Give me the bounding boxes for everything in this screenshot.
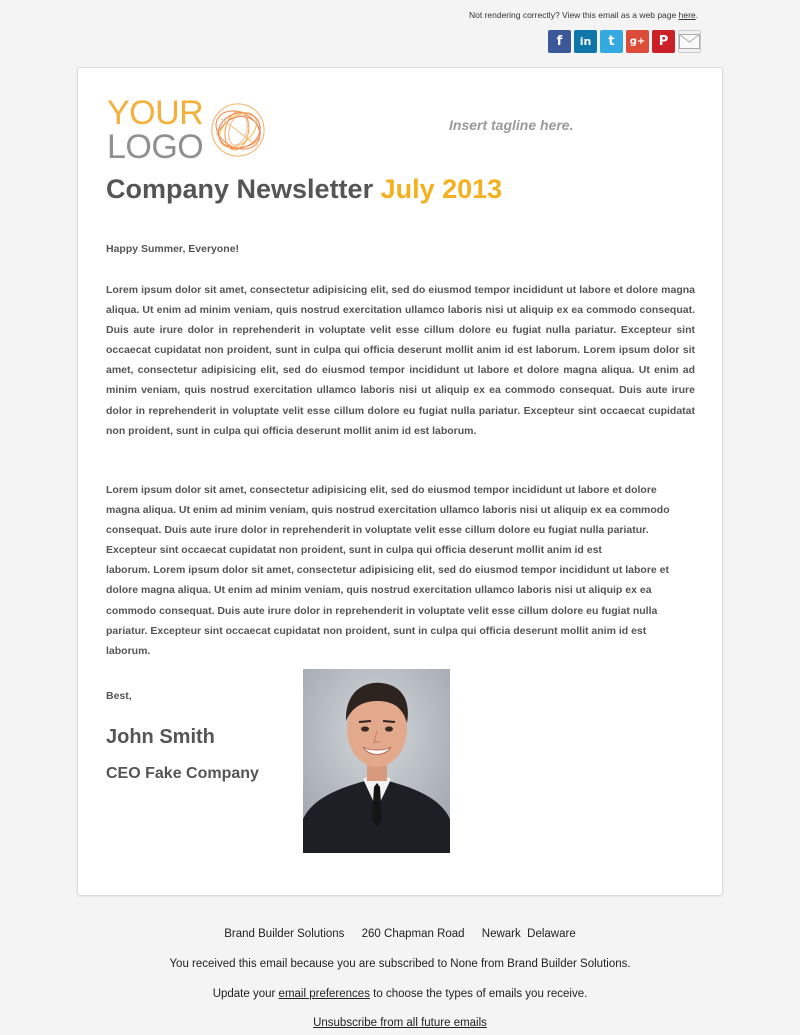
body-paragraph-2 [106, 480, 695, 661]
title-date: July 2013 [380, 174, 503, 204]
footer-address [0, 928, 800, 940]
paragraph-line: Lorem ipsum dolor sit amet, consectetur adipisicing elit, sed do eiusmod tempor incididunt ut labore et dolore [106, 484, 657, 496]
author-photo [303, 669, 450, 853]
logo-wordmark [107, 96, 203, 164]
paragraph-line: commodo consequat. Duis aute irure dolor in reprehenderit in voluptate velit esse cillum dolore eu fugiat nulla [106, 604, 658, 617]
title-main: Company Newsletter [106, 174, 374, 204]
social-links [548, 30, 701, 53]
preheader-text: Not rendering correctly? View this email as a web page [468, 10, 677, 20]
logo [107, 96, 267, 164]
newsletter-card [77, 67, 723, 896]
prefs-prefix: Update your [212, 988, 276, 1000]
envelope-icon [679, 34, 700, 49]
footer-unsubscribe [0, 1017, 800, 1029]
email-icon[interactable] [678, 30, 701, 53]
paragraph-line: consequat. Duis aute irure dolor in reprehenderit in voluptate velit esse cillum dolore eu fugiat nulla pariatur. [106, 524, 649, 537]
footer-company: Brand Builder Solutions [224, 928, 345, 940]
preheader-suffix: . [695, 10, 698, 20]
linkedin-glyph: in [579, 35, 592, 48]
signature-name: John Smith [106, 726, 215, 748]
body-paragraph-1: Lorem ipsum dolor sit amet, consectetur adipisicing elit, sed do eiusmod tempor incididunt ut labore et dolore magna aliqua. Ut enim ad minim veniam, quis nostrud exercitation ullamco laboris nisi ut aliquip ex ea commodo consequat. Duis aute irure dolor in reprehenderit in voluptate velit esse cillum dolore eu fugiat nulla pariatur. Excepteur sint occaecat cupidatat non proident, sunt in culpa qui officia deserunt mollit anim id est laborum. Lorem ipsum dolor sit amet, consectetur adipisicing elit, sed do eiusmod tempor incididunt ut labore et dolore magna aliqua. Ut enim ad minim veniam, quis nostrud exercitation ullamco laboris nisi ut aliquip ex ea commodo consequat. Duis aute irure dolor in reprehenderit in voluptate velit esse cillum dolore eu fugiat nulla pariatur. Excepteur sint occaecat cupidatat non proident, sunt in culpa qui officia deserunt mollit anim id est laborum. [106, 284, 695, 437]
twitter-icon[interactable] [600, 30, 623, 53]
paragraph-line: laborum. [106, 644, 151, 657]
pinterest-icon[interactable] [652, 30, 675, 53]
linkedin-icon[interactable] [574, 30, 597, 53]
email-preferences-link[interactable]: email preferences [278, 988, 370, 1000]
preheader [469, 10, 698, 20]
footer-preferences [0, 988, 800, 1000]
facebook-glyph: f [556, 34, 563, 49]
signature-title: CEO Fake Company [106, 765, 259, 782]
footer-subscription-note: You received this email because you are subscribed to None from Brand Builder Solutions. [169, 958, 631, 970]
portrait-illustration [303, 669, 450, 853]
twitter-glyph: t [608, 34, 615, 49]
paragraph-line: Excepteur sint occaecat cupidatat non proident, sunt in culpa qui officia deserunt mollit anim id est [106, 544, 602, 557]
footer-street: 260 Chapman Road [361, 928, 465, 940]
web-version-link[interactable]: here [678, 10, 696, 20]
google-plus-glyph: g+ [629, 36, 646, 47]
pinterest-glyph: P [658, 34, 669, 49]
google-plus-icon[interactable] [626, 30, 649, 53]
paragraph-line: laborum. Lorem ipsum dolor sit amet, consectetur adipisicing elit, sed do eiusmod tempor incididunt ut labore et [106, 564, 669, 577]
page-title [106, 174, 502, 205]
prefs-suffix: to choose the types of emails you receive. [373, 988, 588, 1000]
paragraph-line: pariatur. Excepteur sint occaecat cupidatat non proident, sunt in culpa qui officia deserunt mollit anim id est [106, 624, 647, 637]
paragraph-line: dolore magna aliqua. Ut enim ad minim veniam, quis nostrud exercitation ullamco laboris nisi ut aliquip ex ea [106, 584, 652, 597]
facebook-icon[interactable] [548, 30, 571, 53]
logo-scribble-icon [209, 101, 267, 159]
paragraph-line: magna aliqua. Ut enim ad minim veniam, quis nostrud exercitation ullamco laboris nisi ut aliquip ex ea commodo [106, 504, 670, 517]
tagline: Insert tagline here. [449, 117, 574, 133]
logo-word-logo: LOGO [107, 128, 204, 166]
signoff: Best, [106, 690, 132, 702]
unsubscribe-link[interactable]: Unsubscribe from all future emails [313, 1017, 487, 1029]
logo-word-your: YOUR [107, 94, 204, 132]
greeting: Happy Summer, Everyone! [106, 243, 240, 255]
footer-city: Newark Delaware [481, 928, 576, 940]
